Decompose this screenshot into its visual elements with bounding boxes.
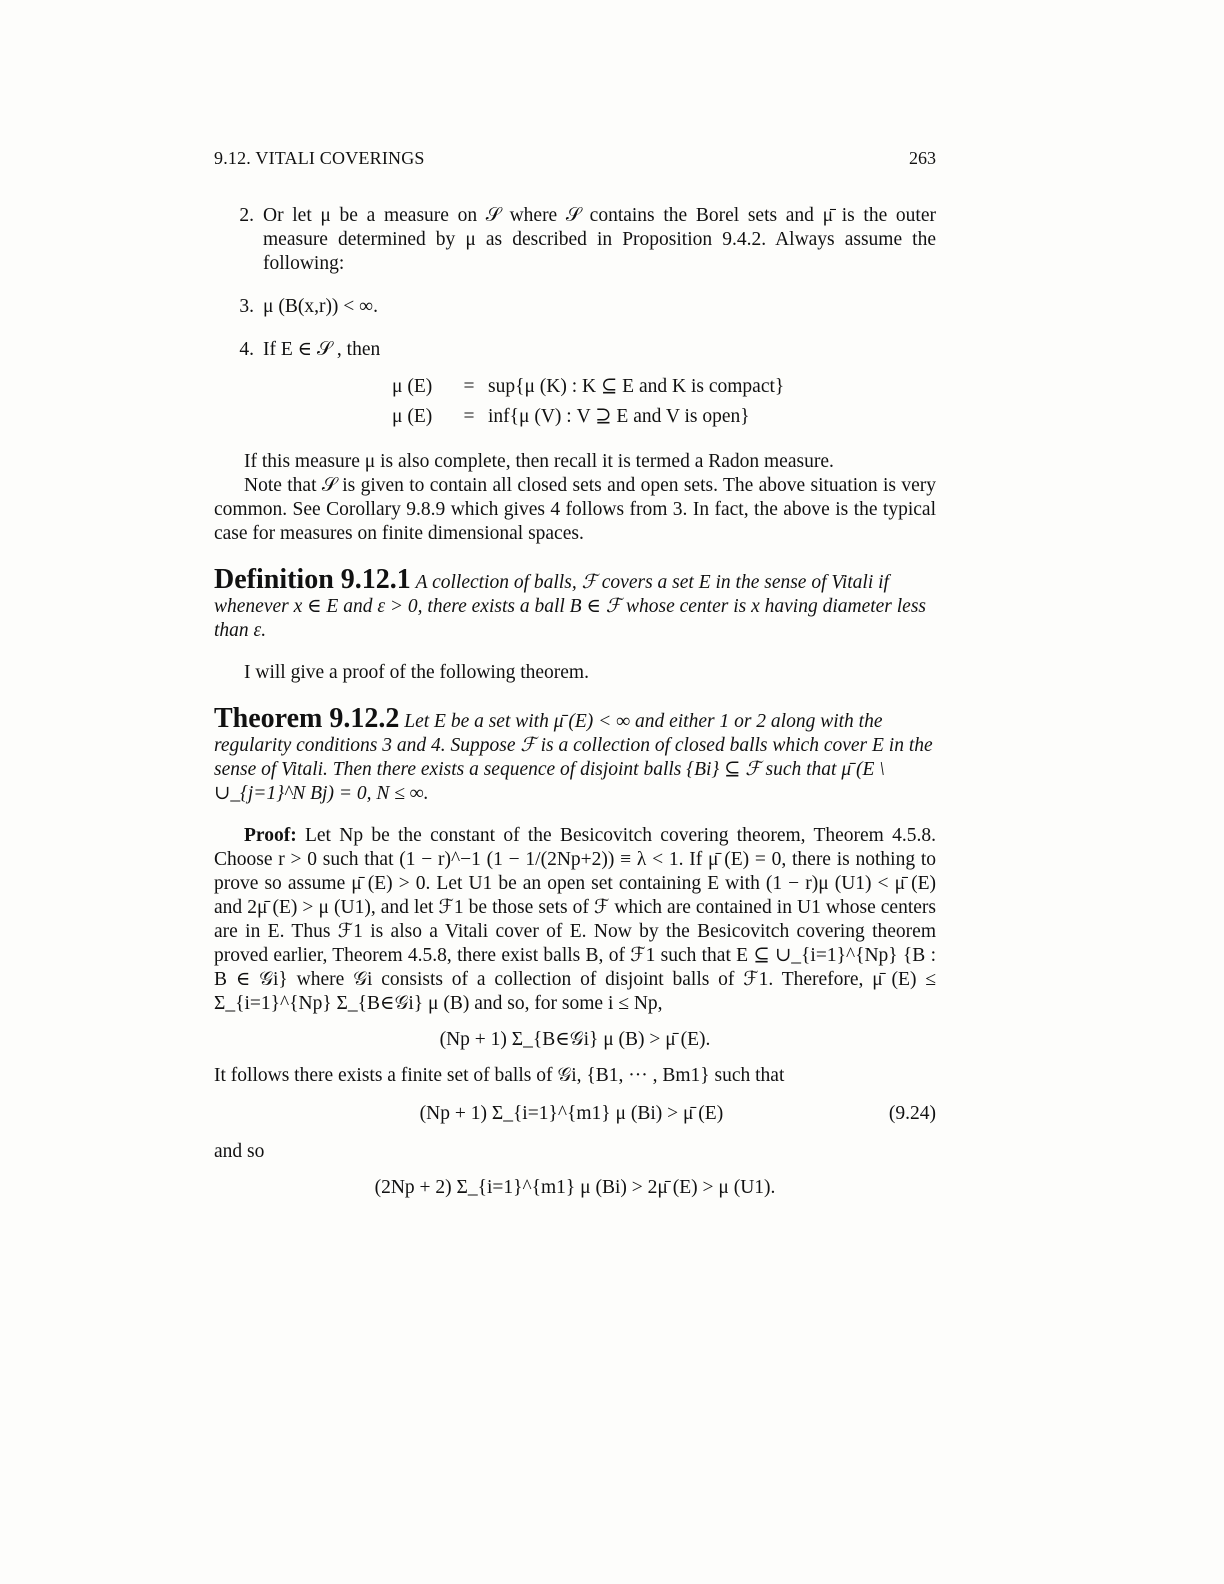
page-number: 263	[909, 148, 936, 168]
equation-number: (9.24)	[888, 1103, 936, 1124]
proof-text: Let Np be the constant of the Besicovitch covering theorem, Theorem 4.5.8. Choose r > 0 such that (1 − r)^−1 (1 − 1/(2Np+2)) ≡ λ < 1. If μ̄ (E) = 0, there is nothing to prove so assume μ̄ (E) > 0. Let U1 be an open set containing E with (1 − r)μ (U1) < μ̄ (E) and 2μ̄ (E) > μ (U1), and let ℱ1 be those sets of ℱ which are contained in U1 whose centers are in E. Thus ℱ1 is also a Vitali cover of E. Now by the Besicovitch covering theorem proved earlier, Theorem 4.5.8, there exist balls B, of ℱ1 such that E ⊆ ∪_{i=1}^{Np} {B : B ∈ 𝒢i} where 𝒢i consists of a collection of disjoint balls of ℱ1. Therefore, μ̄ (E) ≤ Σ_{i=1}^{Np} Σ_{B∈𝒢i} μ (B) and so, for some i ≤ Np,	[214, 825, 936, 1014]
display-equation-9-24	[214, 1102, 936, 1126]
equation-lhs: μ (E)	[392, 406, 433, 427]
paragraph-and-so: and so	[214, 1141, 265, 1162]
list-text: Or let μ be a measure on 𝒮 where 𝒮 contains the Borel sets and μ̄ is the outer measure determined by μ as described in Proposition 9.4.2. Always assume the following:	[263, 205, 936, 274]
list-number: 2.	[239, 205, 254, 226]
definition-text: A collection of balls, ℱ covers a set E in the sense of Vitali if whenever x ∈ E and ε > 0, there exists a ball B ∈ ℱ whose center is x having diameter less than ε.	[214, 572, 927, 641]
definition-block	[214, 564, 936, 643]
list-item-4	[214, 338, 936, 362]
equation-rhs: inf{μ (V) : V ⊇ E and V is open}	[488, 406, 750, 427]
theorem-text: Let E be a set with μ̄ (E) < ∞ and either 1 or 2 along with the regularity conditions 3 and 4. Suppose ℱ is a collection of closed balls which cover E in the sense of Vitali. Then there exists a sequence of disjoint balls {Bi} ⊆ ℱ such that μ̄ (E \ ∪_{j=1}^N Bj) = 0, N ≤ ∞.	[214, 711, 933, 804]
definition-title: Definition 9.12.1	[214, 564, 411, 595]
theorem-title: Theorem 9.12.2	[214, 703, 400, 734]
paragraph-give-proof: I will give a proof of the following theorem.	[244, 662, 589, 683]
list-text: μ (B(x,r)) < ∞.	[263, 296, 378, 317]
list-number: 4.	[239, 339, 254, 360]
page-body	[214, 204, 936, 1212]
equation-lhs: μ (E)	[392, 376, 433, 397]
list-text: If E ∈ 𝒮 , then	[263, 339, 381, 360]
section-title: 9.12. VITALI COVERINGS	[214, 148, 425, 168]
equation-row	[392, 372, 936, 402]
list-item-2	[214, 204, 936, 276]
paragraph-note: Note that 𝒮 is given to contain all closed sets and open sets. The above situation is very common. See Corollary 9.8.9 which gives 4 follows from 3. In fact, the above is the typical case for measures on finite dimensional spaces.	[214, 475, 936, 544]
theorem-block	[214, 703, 936, 806]
equation-relation: =	[463, 406, 475, 427]
equation-relation: =	[463, 376, 475, 397]
list-number: 3.	[239, 296, 254, 317]
equation-row	[392, 402, 936, 432]
regularity-equations	[392, 372, 936, 432]
running-header	[214, 148, 936, 169]
proof-paragraph	[214, 824, 936, 1016]
paragraph-radon: If this measure μ is also complete, then recall it is termed a Radon measure.	[244, 451, 834, 472]
display-equation-3: (2Np + 2) Σ_{i=1}^{m1} μ (Bi) > 2μ̄ (E) > μ (U1).	[374, 1177, 776, 1198]
display-equation-1: (Np + 1) Σ_{B∈𝒢i} μ (B) > μ̄ (E).	[439, 1029, 711, 1050]
equation-body: (Np + 1) Σ_{i=1}^{m1} μ (Bi) > μ̄ (E)	[419, 1103, 724, 1124]
list-item-3	[214, 295, 936, 319]
paragraph-follows: It follows there exists a finite set of balls of 𝒢i, {B1, ··· , Bm1} such that	[214, 1065, 785, 1086]
proof-label: Proof:	[244, 825, 297, 846]
equation-rhs: sup{μ (K) : K ⊆ E and K is compact}	[488, 376, 785, 397]
